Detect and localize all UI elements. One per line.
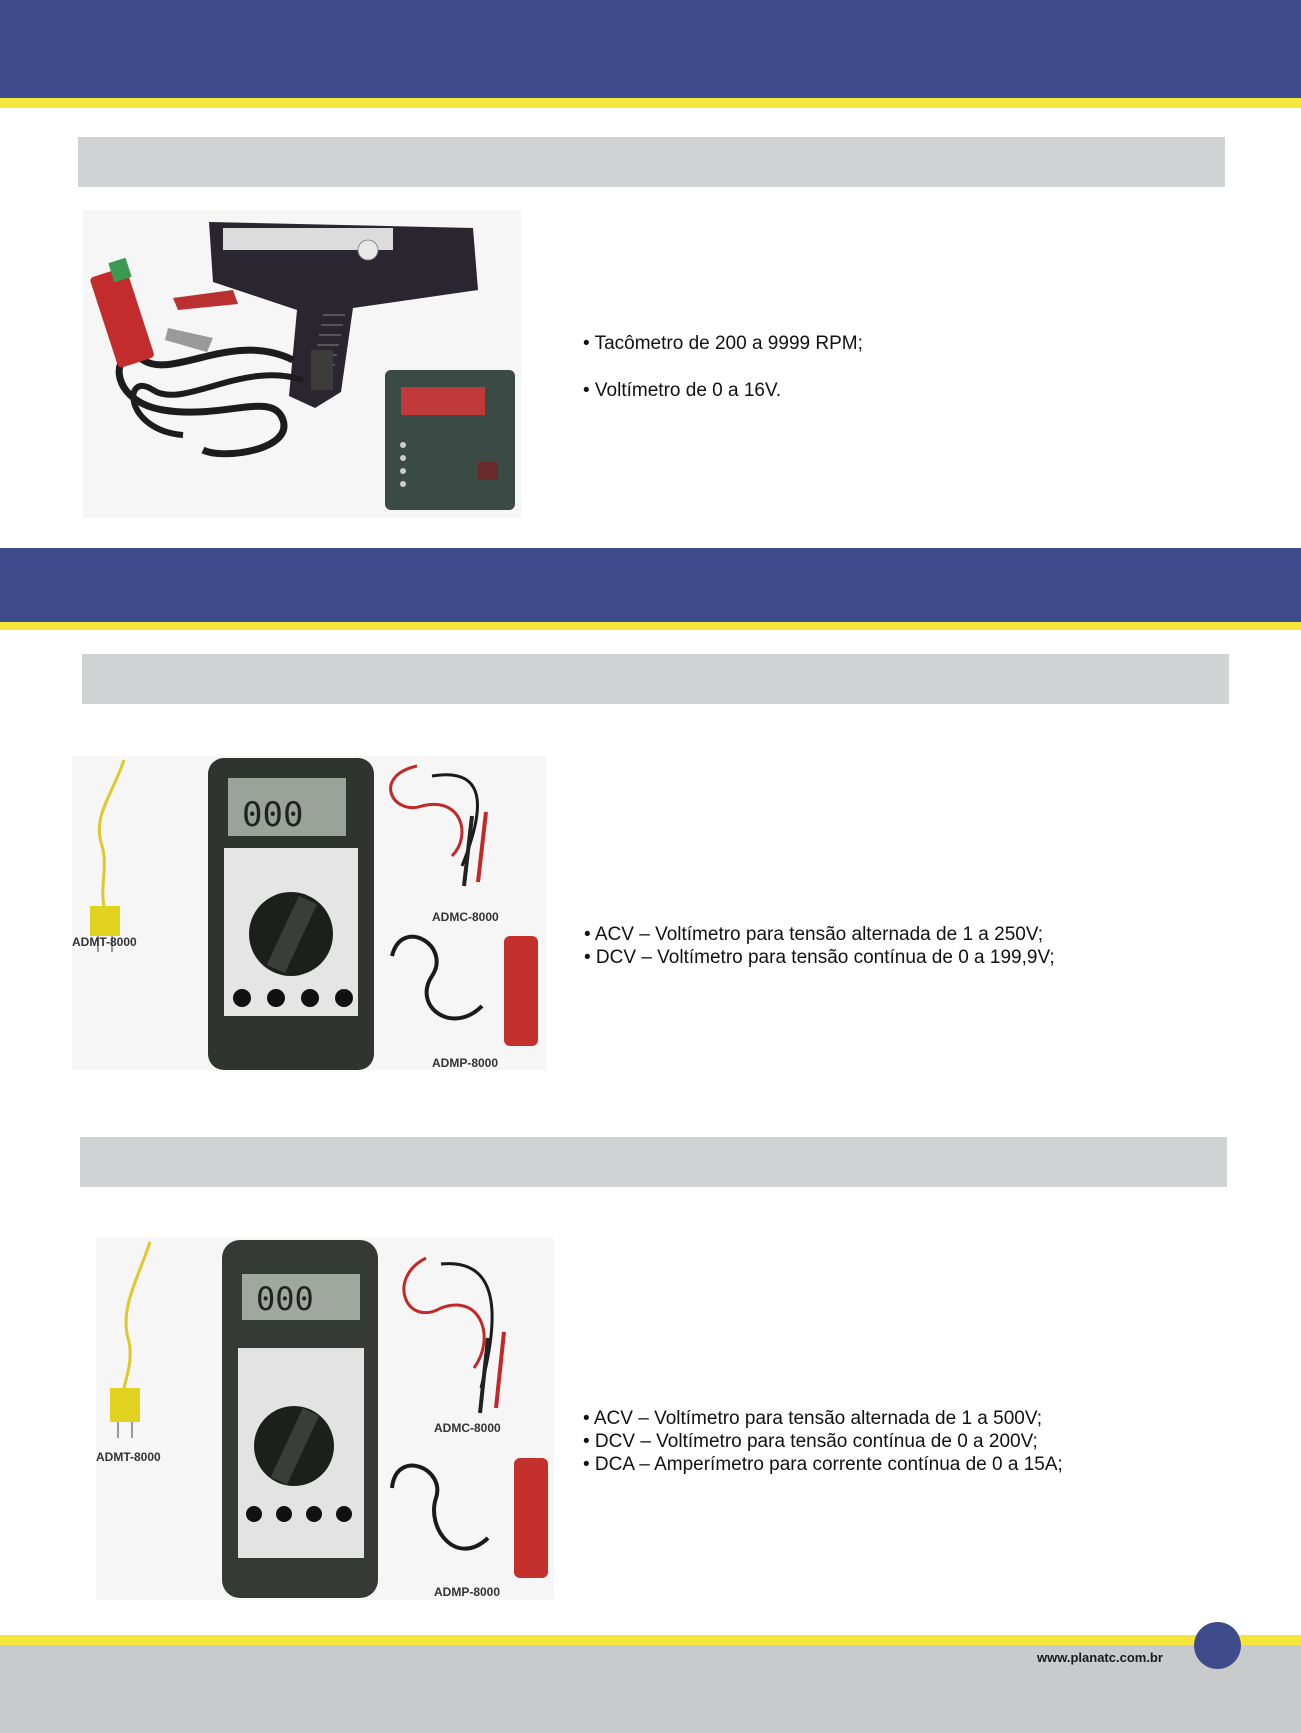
feature-item: • DCV – Voltímetro para tensão contínua de 0 a 200V; <box>583 1431 1038 1452</box>
svg-text:000: 000 <box>256 1280 314 1318</box>
footer-url[interactable]: www.planatc.com.br <box>1037 1650 1163 1665</box>
multimeter-adm8700-image <box>96 1238 554 1600</box>
section3-title-bar <box>80 1137 1227 1187</box>
section3-feature-list <box>583 1407 1063 1476</box>
page-number-circle <box>1194 1622 1241 1669</box>
feature-item: • ACV – Voltímetro para tensão alternada de 1 a 500V; <box>583 1408 1043 1429</box>
header-band <box>0 0 1301 98</box>
feature-item: • Tacômetro de 200 a 9999 RPM; <box>583 333 863 354</box>
footer-stripe <box>0 1635 1301 1645</box>
section1-title-bar <box>78 137 1225 187</box>
label-admp: ADMP-8000 <box>434 1585 501 1599</box>
label-admc: ADMC-8000 <box>434 1421 501 1435</box>
feature-item: • Voltímetro de 0 a 16V. <box>583 380 782 401</box>
svg-text:000: 000 <box>242 795 304 835</box>
section1-feature-list <box>583 320 863 414</box>
section-divider-band <box>0 548 1301 622</box>
feature-item: • ACV – Voltímetro para tensão alternada de 1 a 250V; <box>584 924 1044 945</box>
feature-item: • DCA – Amperímetro para corrente contínua de 0 a 15A; <box>583 1454 1063 1475</box>
section-divider-stripe <box>0 622 1301 630</box>
label-admt: ADMT-8000 <box>72 935 137 949</box>
header-stripe <box>0 98 1301 108</box>
multimeter-adm8000-image <box>72 756 546 1070</box>
timing-light-image <box>83 210 521 518</box>
label-admt: ADMT-8000 <box>96 1450 161 1464</box>
label-admp: ADMP-8000 <box>432 1056 499 1070</box>
section2-feature-list <box>584 923 1055 969</box>
feature-item: • DCV – Voltímetro para tensão contínua de 0 a 199,9V; <box>584 947 1055 968</box>
label-admc: ADMC-8000 <box>432 910 499 924</box>
section2-title-bar <box>82 654 1229 704</box>
